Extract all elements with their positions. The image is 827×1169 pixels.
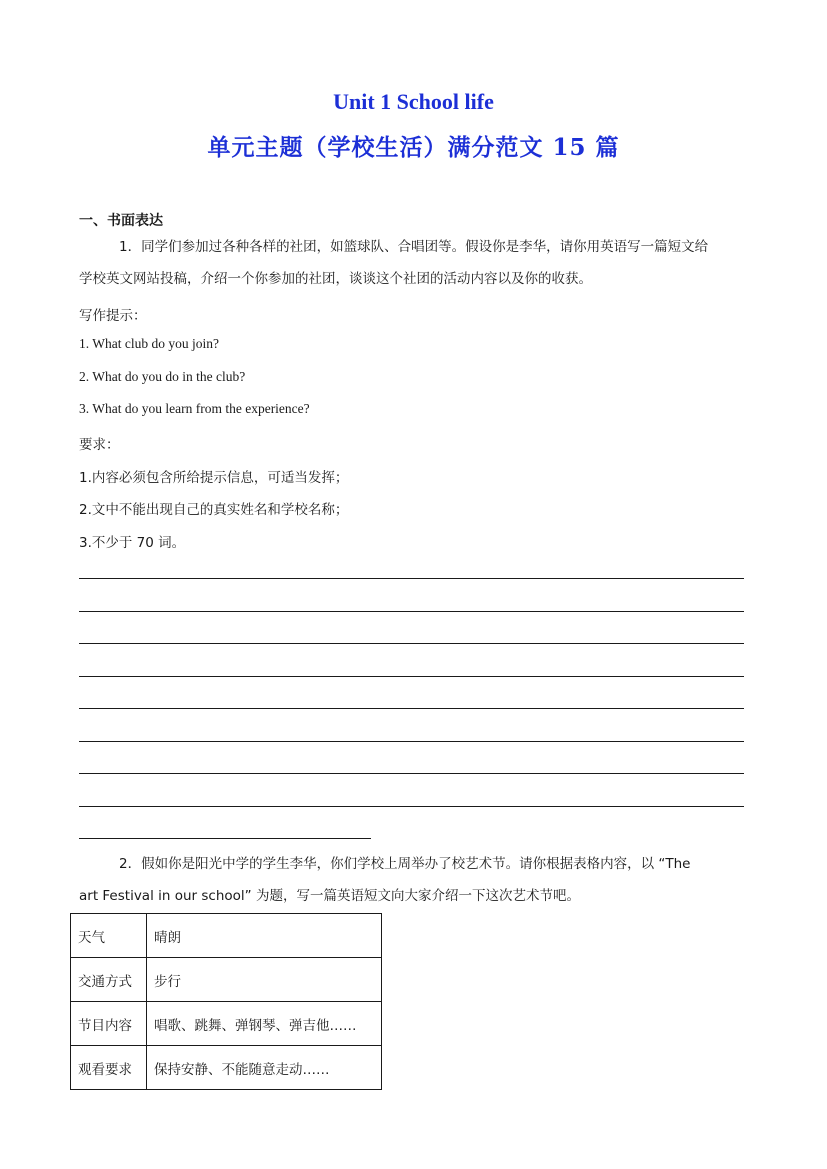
table-row <box>71 1002 382 1046</box>
hint-item: 1. What club do you join? <box>79 336 219 351</box>
table-key: 交通方式 <box>71 958 147 1002</box>
answer-line-short[interactable] <box>79 838 371 839</box>
answer-line[interactable] <box>79 578 744 579</box>
title-chinese: 单元主题（学校生活）满分范文 15 篇 <box>207 134 620 161</box>
answer-line[interactable] <box>79 741 744 742</box>
table-key: 节目内容 <box>71 1002 147 1046</box>
section-heading: 一、书面表达 <box>79 213 163 229</box>
answer-line[interactable] <box>79 708 744 709</box>
hint-item: 2. What do you do in the club? <box>79 369 246 384</box>
table-row <box>71 914 382 958</box>
q2-prompt-line2: art Festival in our school” 为题，写一篇英语短文向大家介绍一下这次艺术节吧。 <box>79 888 580 904</box>
table-value: 唱歌、跳舞、弹钢琴、弹吉他…… <box>147 1002 382 1046</box>
table-value: 步行 <box>147 958 382 1002</box>
table-row <box>71 1046 382 1090</box>
table-value: 保持安静、不能随意走动…… <box>147 1046 382 1090</box>
hints-label: 写作提示： <box>79 308 147 324</box>
hint-item: 3. What do you learn from the experience? <box>79 401 310 416</box>
q1-prompt-line2: 学校英文网站投稿，介绍一个你参加的社团，谈谈这个社团的活动内容以及你的收获。 <box>79 271 592 287</box>
requirement-item: 3.不少于 70 词。 <box>79 535 186 551</box>
q2-prompt-line1: 2．假如你是阳光中学的学生李华，你们学校上周举办了校艺术节。请你根据表格内容，以 “The <box>119 856 691 872</box>
q1-prompt-line1: 1．同学们参加过各种各样的社团，如篮球队、合唱团等。假设你是李华，请你用英语写一篇短文给 <box>119 239 709 255</box>
table-row <box>71 958 382 1002</box>
answer-line[interactable] <box>79 611 744 612</box>
requirement-item: 1.内容必须包含所给提示信息，可适当发挥； <box>79 470 349 486</box>
answer-line[interactable] <box>79 806 744 807</box>
art-festival-table <box>70 913 382 1090</box>
answer-line[interactable] <box>79 676 744 677</box>
answer-line[interactable] <box>79 643 744 644</box>
answer-line[interactable] <box>79 773 744 774</box>
table-key: 观看要求 <box>71 1046 147 1090</box>
table-value: 晴朗 <box>147 914 382 958</box>
requirement-item: 2.文中不能出现自己的真实姓名和学校名称； <box>79 502 349 518</box>
requirements-label: 要求： <box>79 437 120 453</box>
title-english: Unit 1 School life <box>333 89 494 114</box>
table-key: 天气 <box>71 914 147 958</box>
